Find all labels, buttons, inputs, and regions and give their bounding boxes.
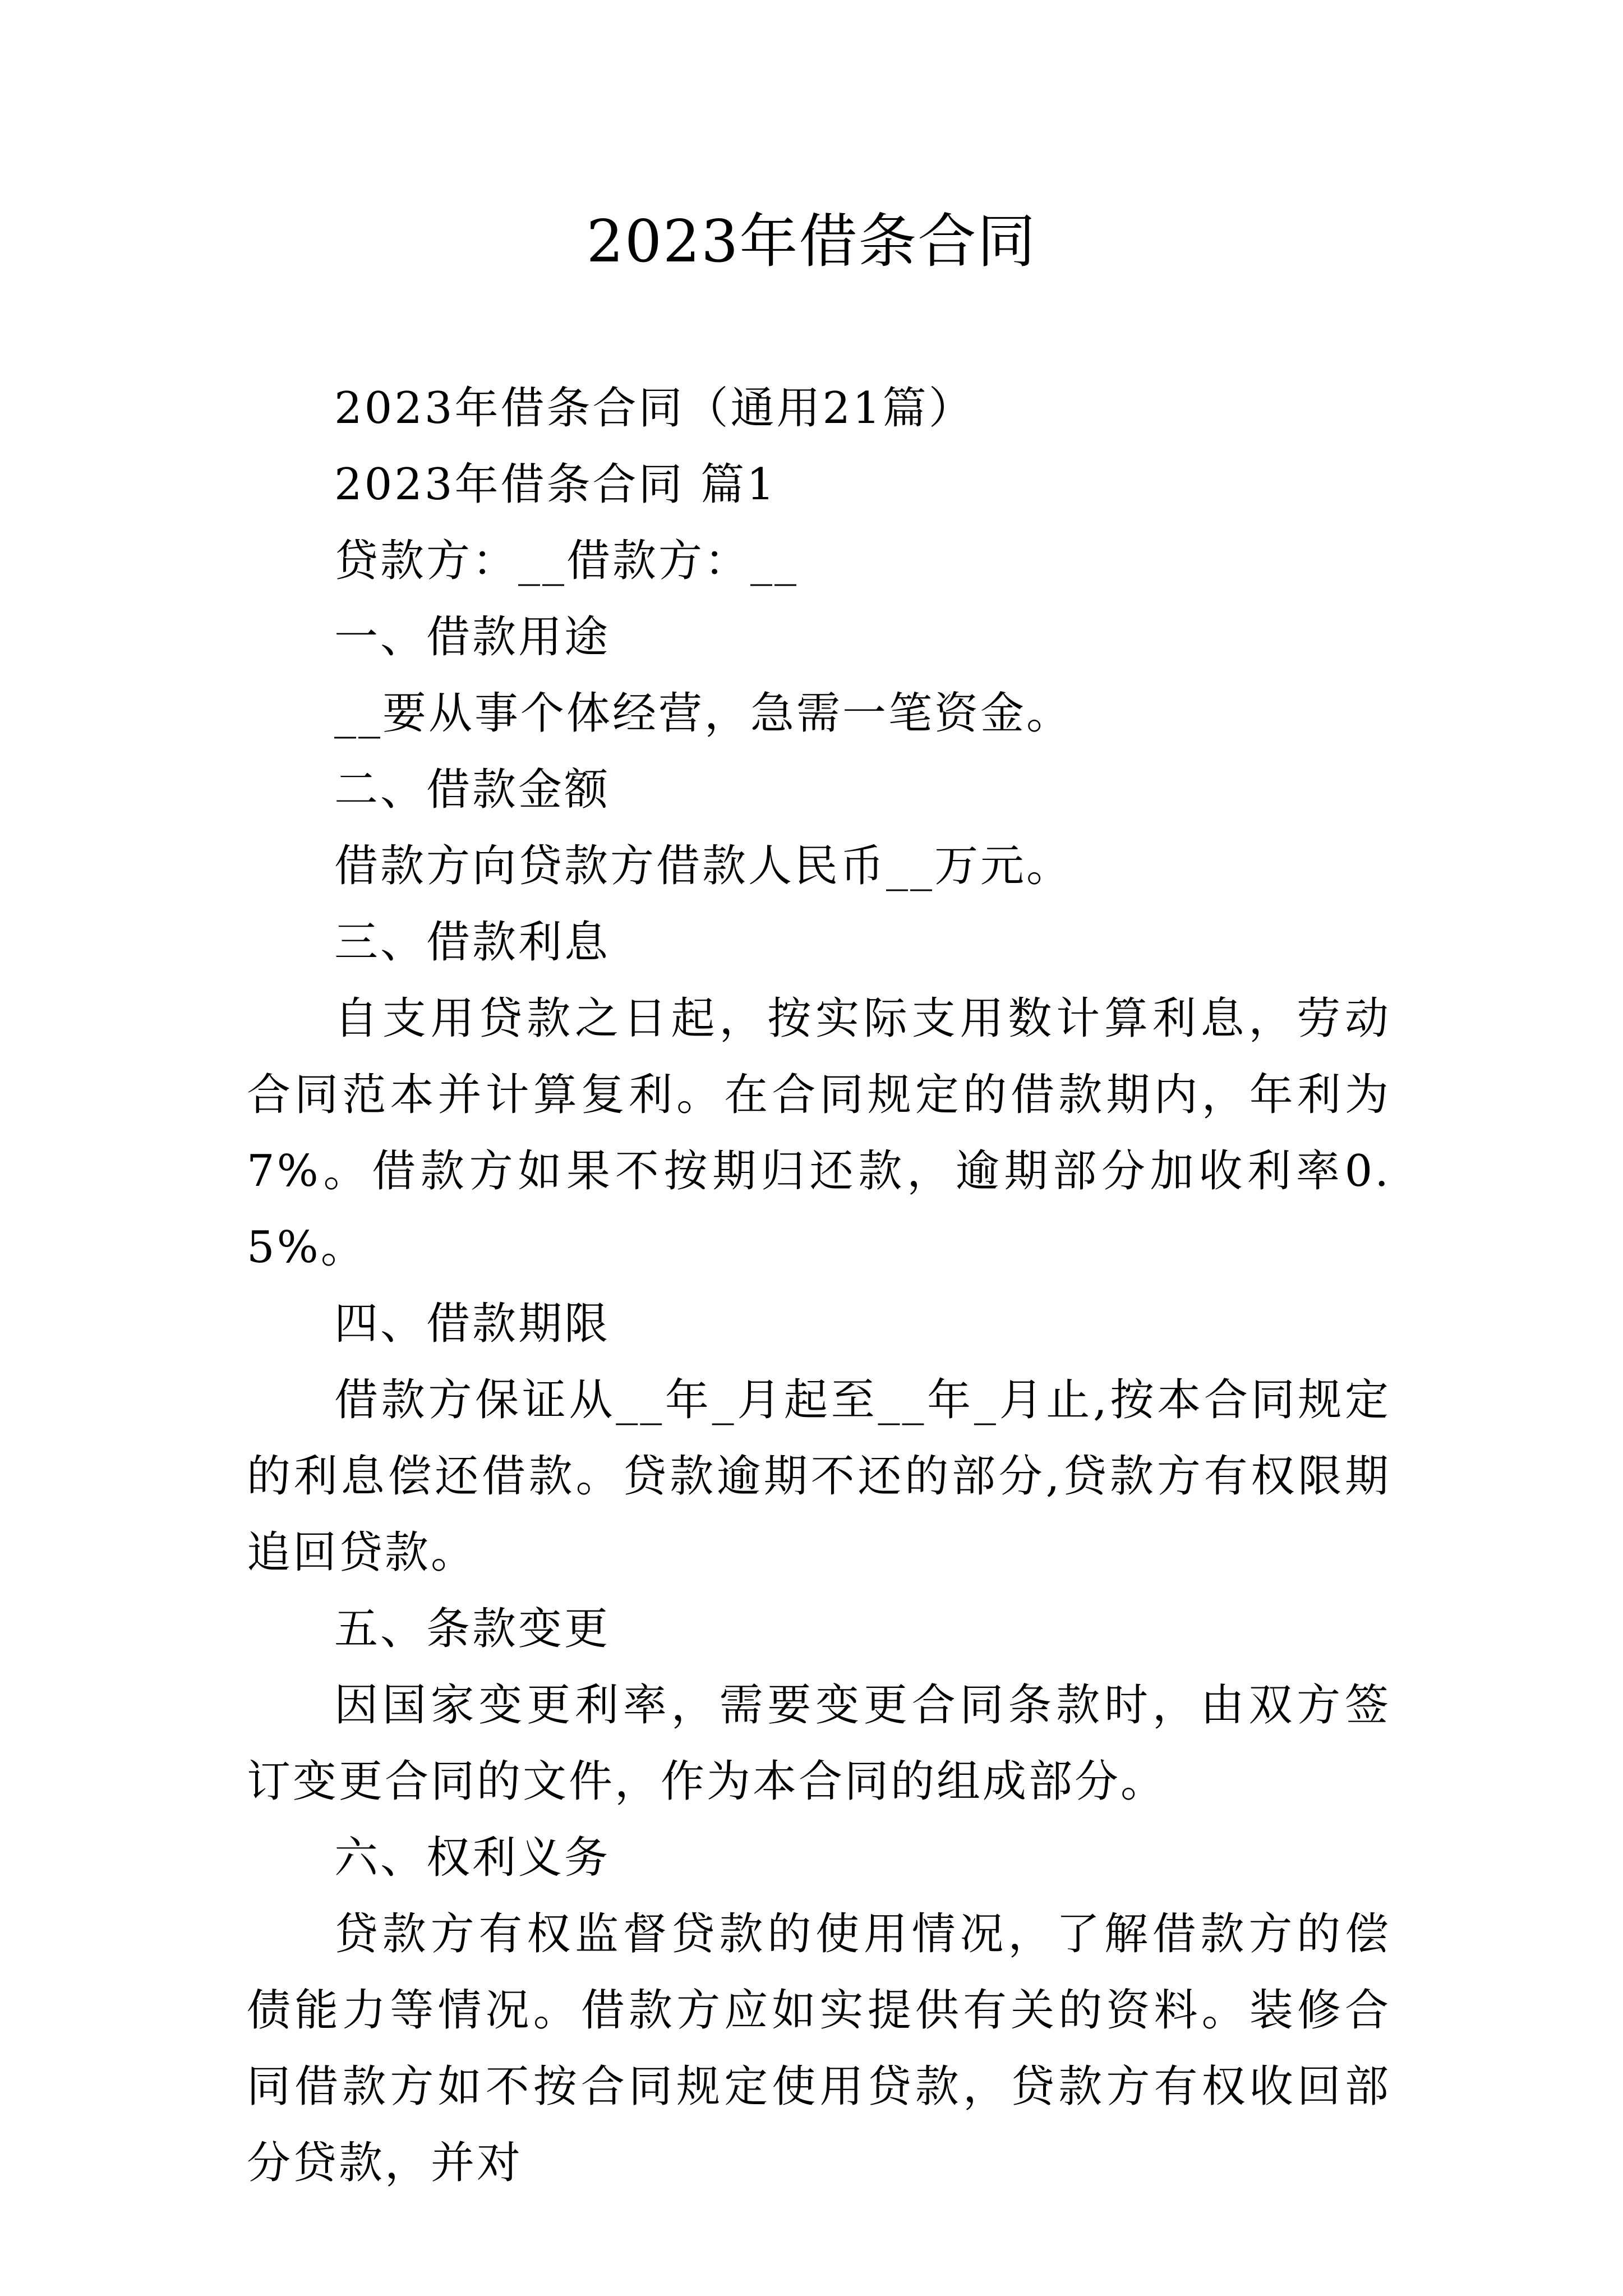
paragraph-loan-term: 借款方保证从__年_月起至__年_月止,按本合同规定的利息偿还借款。贷款逾期不还的部分,贷款方有权限期追回贷款。 [247,1375,1391,1578]
section-heading-loan-interest: 三、借款利息 [334,917,611,968]
paragraph-heading-collection: 2023年借条合同（通用21篇） [334,383,975,434]
paragraph-loan-interest: 自支用贷款之日起，按实际支用数计算利息，劳动合同范本并计算复利。在合同规定的借款期内，年利为7%。借款方如果不按期归还款，逾期部分加收利率0.5%。 [247,993,1391,1273]
paragraph-clause-changes: 因国家变更利率，需要变更合同条款时，由双方签订变更合同的文件，作为本合同的组成部分。 [247,1680,1391,1807]
section-heading-loan-term: 四、借款期限 [334,1299,611,1349]
paragraph-parties: 贷款方：__借款方：__ [334,536,799,586]
paragraph-heading-part-1: 2023年借条合同 篇1 [334,459,777,510]
section-heading-loan-purpose: 一、借款用途 [334,612,611,662]
paragraph-loan-amount: 借款方向贷款方借款人民币__万元。 [334,841,1073,891]
document-title: 2023年借条合同 [586,207,1037,275]
paragraph-loan-purpose: __要从事个体经营，急需一笔资金。 [334,688,1073,739]
section-heading-rights-obligations: 六、权利义务 [334,1833,611,1883]
section-heading-loan-amount: 二、借款金额 [334,765,611,815]
paragraph-rights-obligations: 贷款方有权监督贷款的使用情况，了解借款方的偿债能力等情况。借款方应如实提供有关的资料。装修合同借款方如不按合同规定使用贷款，贷款方有权收回部分贷款，并对 [247,1909,1391,2188]
document-body [247,370,1391,2201]
section-heading-clause-changes: 五、条款变更 [334,1604,611,1654]
